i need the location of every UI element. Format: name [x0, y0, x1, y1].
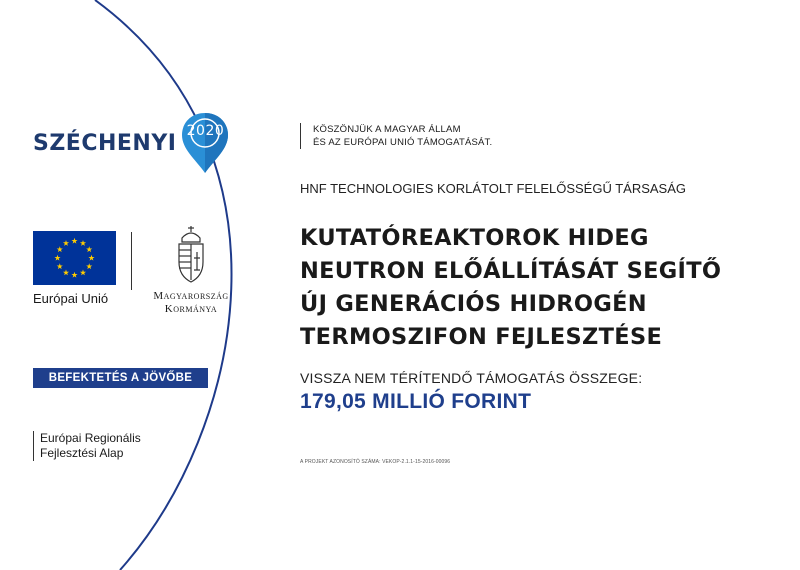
- coat-of-arms-icon: [172, 224, 210, 286]
- fund-label-line1: Európai Regionális: [40, 431, 141, 445]
- project-id: A PROJEKT AZONOSÍTÓ SZÁMA: VEKOP-2.1.1-15-2016-00096: [300, 459, 451, 465]
- invest-banner: BEFEKTETÉS A JÖVŐBE: [33, 368, 208, 388]
- map-pin-icon: [180, 111, 230, 175]
- eu-flag-icon: [33, 231, 116, 285]
- project-title-line: NEUTRON ELŐÁLLÍTÁSÁT SEGÍTŐ: [300, 258, 722, 284]
- grant-label: VISSZA NEM TÉRÍTENDŐ TÁMOGATÁS ÖSSZEGE:: [300, 370, 643, 386]
- project-title: [300, 222, 770, 354]
- fund-label-line2: Fejlesztési Alap: [40, 446, 124, 460]
- szechenyi-year: 2020: [186, 123, 225, 139]
- project-title-line: ÚJ GENERÁCIÓS HIDROGÉN: [300, 291, 647, 317]
- szechenyi-wordmark: SZÉCHENYI: [33, 130, 177, 156]
- fund-label: [33, 431, 141, 461]
- thanks-line1: KÖSZÖNJÜK A MAGYAR ÁLLAM: [313, 124, 461, 135]
- thanks-note: [300, 123, 492, 149]
- project-title-line: TERMOSZIFON FEJLESZTÉSE: [300, 324, 663, 350]
- logo-divider: [131, 232, 132, 290]
- thanks-line2: ÉS AZ EURÓPAI UNIÓ TÁMOGATÁSÁT.: [313, 137, 493, 148]
- szechenyi-2020-logo: [33, 111, 230, 175]
- project-title-line: KUTATÓREAKTOROK HIDEG: [300, 225, 649, 251]
- eu-label: Európai Unió: [33, 291, 109, 306]
- government-label-line2: Kormánya: [164, 303, 218, 315]
- government-label: [143, 290, 239, 316]
- grant-amount: 179,05 MILLIÓ FORINT: [300, 390, 532, 413]
- eu-logo: [33, 231, 116, 306]
- company-name: HNF TECHNOLOGIES KORLÁTOLT FELELŐSSÉGŰ TÁRSASÁG: [300, 181, 687, 196]
- government-label-line1: Magyarország: [153, 290, 229, 302]
